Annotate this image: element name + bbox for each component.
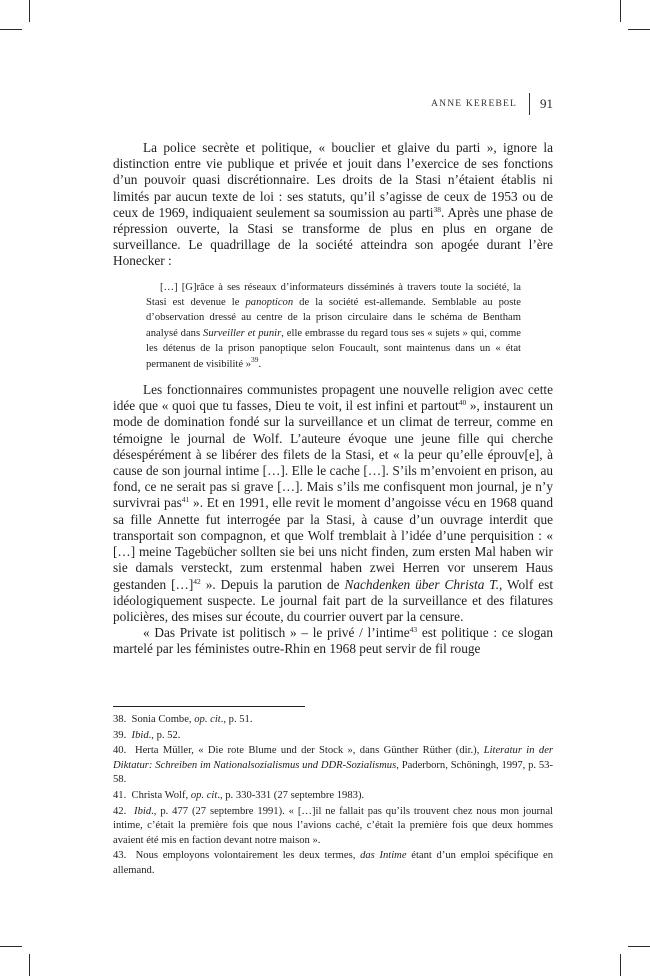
footnote-ref[interactable]: 38	[433, 204, 441, 214]
footnote-ref[interactable]: 41	[181, 495, 190, 505]
page-header	[113, 93, 553, 115]
footnote-ref[interactable]: 39	[251, 354, 259, 364]
footnote-rule	[113, 706, 305, 707]
crop-mark	[628, 946, 650, 947]
footnote-ref[interactable]: 42	[193, 576, 201, 586]
footnote-43: 43. Nous employons volontairement les deux termes, das Intime étant d’un emploi spécifique en allemand.	[113, 850, 553, 876]
footnote-ref[interactable]: 40	[458, 398, 467, 408]
crop-mark	[0, 29, 22, 30]
footnote-41: 41. Christa Wolf, op. cit., p. 330-331 (27 septembre 1983).	[113, 789, 365, 801]
paragraph: La police secrète et politique, « bouclier et glaive du parti », ignore la distinction entre vie publique et privée et jouit dans l’exercice de ses fonctions d’un pouvoir quasi discrétionnaire. Les droits de la Stasi n’étaient établis ni limités par aucun texte de loi : ses statuts, qu’il s’agisse de ceux de 1953 ou de ceux de 1969, indiquaient seulement sa soumission au parti$^{38}$. Après une phase de répression ouverte, la Stasi se transforme de plus en plus en organe de surveillance. Le quadrillage de la société atteindra son apogée durant l’ère Honecker :	[113, 140, 553, 269]
block-quote: […] [G]râce à ses réseaux d’informateurs disséminés à travers toute la société, la Stasi est devenue le panopticon de la société est-allemande. Semblable au poste d’observation dressé au centre de la prison circulaire dans le schéma de Bentham analysé dans Surveiller et punir, elle embrasse du regard tous ses « sujets » qui, comme les détenus de la prison panoptique selon Foucault, sont maintenus dans un « état permanent de visibilité »$^{39}$.	[146, 281, 522, 370]
crop-mark	[628, 29, 650, 30]
footnote-40: 40. Herta Müller, « Die rote Blume und der Stock », dans Günther Rüther (dir.), Literatur in der Diktatur: Schreiben im Nationalsozialismus und DDR-Sozialismus, Paderborn, Schöningh, 1997, p. 53-58.	[113, 745, 554, 786]
page-number: 91	[540, 96, 553, 111]
header-divider	[529, 93, 530, 115]
crop-mark	[620, 0, 621, 22]
main-text	[113, 140, 553, 658]
footnote-39: 39. Ibid., p. 52.	[113, 729, 181, 741]
crop-mark	[0, 946, 22, 947]
footnote-ref[interactable]: 43	[409, 625, 418, 635]
footnote-42: 42. Ibid., p. 477 (27 septembre 1991). « […]il ne fallait pas qu’ils trouvent chez nous mon journal intime, c’était la première fois que nous l’avions caché, c’était la première fois que deux hommes avaient été mis en faction devant notre maison ».	[113, 805, 553, 846]
footnotes	[113, 713, 553, 880]
paragraph: « Das Private ist politisch » – le privé / l’intime$^{43}$ est politique : ce slogan martelé par les féministes outre-Rhin en 1968 peut servir de fil rouge	[113, 625, 553, 657]
running-head: ANNE KEREBEL	[431, 99, 517, 109]
footnote-38: 38. Sonia Combe, op. cit., p. 51.	[113, 714, 253, 725]
paragraph: Les fonctionnaires communistes propagent une nouvelle religion avec cette idée que « quoi que tu fasses, Dieu te voit, il est infini et partout$^{40}$ », instaurent un mode de domination fondé sur la surveillance et un climat de terreur, comme en témoigne le journal de Wolf. L’auteure évoque une jeune fille qui cherche désespérément à se libérer des filets de la Stasi, et « la peur qu’elle éprouv[e], à cause de son journal intime […]. Elle le cache […]. S’ils m’envoient en prison, au fond, ce ne serait pas si grave […]. Mais s’ils me confisquent mon journal, je n’y survivrai pas$^{41}$ ». Et en 1991, elle revit le moment d’angoisse vécu en 1968 quand sa fille Annette fut interrogée par la Stasi, à cause d’un ouvrage interdit que transportait son compagnon, et que Wolf tremblait à l’idée d’une perquisition : « […] meine Tagebücher sollten sie bei uns nicht finden, zum ersten Mal haben wir sie damals versteckt, zum erstenmal haben zwei Herren vor unserem Haus gestanden […]$^{42}$ ». Depuis la parution de Nachdenken über Christa T., Wolf est idéologiquement suspecte. Le journal fait part de la surveillance et des filatures policières, des mises sur écoute, du courrier ouvert par la censure.	[113, 382, 554, 624]
crop-mark	[29, 0, 30, 22]
crop-mark	[29, 954, 30, 976]
crop-mark	[620, 954, 621, 976]
